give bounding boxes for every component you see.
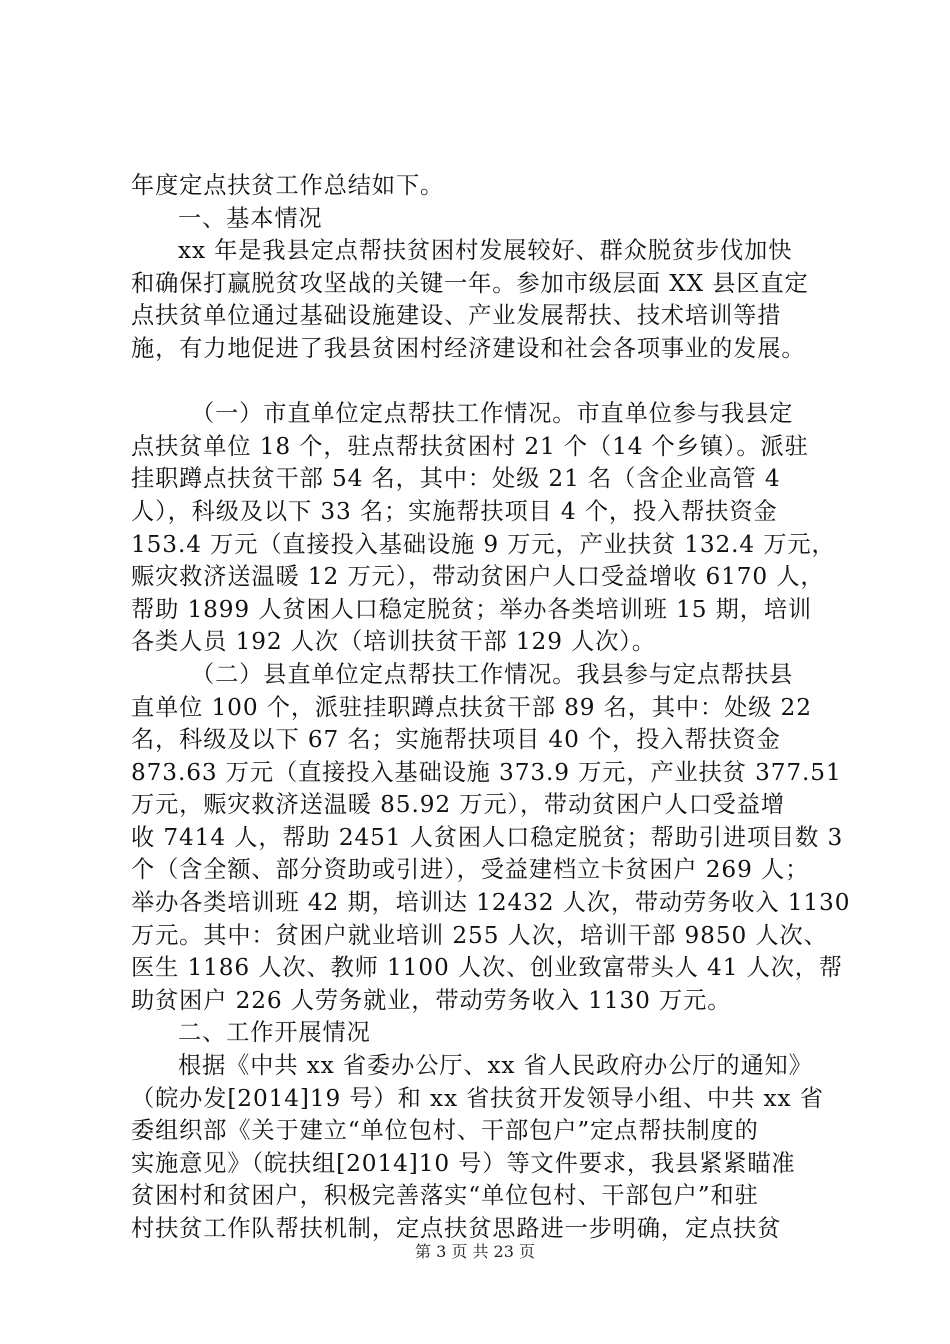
blank-line xyxy=(131,366,831,399)
text-line: 医生 1186 人次、教师 1100 人次、创业致富带头人 41 人次，帮 xyxy=(131,954,843,982)
text-line: 万元。其中：贫困户就业培训 255 人次，培训干部 9850 人次、 xyxy=(131,921,828,949)
document-body xyxy=(131,170,851,1246)
text-line: 施，有力地促进了我县贫困村经济建设和社会各项事业的发展。 xyxy=(131,334,806,362)
text-line: 直单位 100 个，派驻挂职蹲点扶贫干部 89 名，其中：处级 22 xyxy=(131,693,812,721)
section-heading-basic: 一、基本情况 xyxy=(178,204,323,232)
text-line: 873.63 万元（直接投入基础设施 373.9 万元，产业扶贫 377.51 xyxy=(131,758,842,786)
text-line: 和确保打赢脱贫攻坚战的关键一年。参加市级层面 XX 县区直定 xyxy=(131,269,809,297)
text-line: 名，科级及以下 67 名；实施帮扶项目 40 个，投入帮扶资金 xyxy=(131,726,781,754)
text-line: xx 年是我县定点帮扶贫困村发展较好、群众脱贫步伐加快 xyxy=(178,237,793,265)
text-line: 助贫困户 226 人劳务就业，带动劳务收入 1130 万元。 xyxy=(131,986,732,1014)
text-line: 收 7414 人，帮助 2451 人贫困人口稳定脱贫；帮助引进项目数 3 xyxy=(131,823,844,851)
page-number-footer: 第 3 页 共 23 页 xyxy=(415,1242,535,1261)
text-line: 万元，赈灾救济送温暖 85.92 万元），带动贫困户人口受益增 xyxy=(131,791,785,819)
text-line: 人），科级及以下 33 名；实施帮扶项目 4 个，投入帮扶资金 xyxy=(131,497,778,525)
text-line: 举办各类培训班 42 期，培训达 12432 人次，带动劳务收入 1130 xyxy=(131,889,851,917)
section-heading-work: 二、工作开展情况 xyxy=(178,1019,371,1047)
subsection-heading-county: （二）县直单位定点帮扶工作情况。我县参与定点帮扶县 xyxy=(191,660,794,688)
subsection-heading-city: （一）市直单位定点帮扶工作情况。市直单位参与我县定 xyxy=(191,400,794,428)
text-line: 153.4 万元（直接投入基础设施 9 万元，产业扶贫 132.4 万元， xyxy=(131,530,836,558)
text-line: 点扶贫单位通过基础设施建设、产业发展帮扶、技术培训等措 xyxy=(131,302,782,330)
text-line: 实施意见》（皖扶组[2014]10 号）等文件要求，我县紧紧瞄准 xyxy=(131,1149,796,1177)
text-line: 个（含全额、部分资助或引进），受益建档立卡贫困户 269 人； xyxy=(131,856,810,884)
text-line: 村扶贫工作队帮扶机制，定点扶贫思路进一步明确，定点扶贫 xyxy=(131,1215,782,1242)
text-line: 帮助 1899 人贫困人口稳定脱贫；举办各类培训班 15 期，培训 xyxy=(131,595,813,623)
text-line: 贫困村和贫困户，积极完善落实“单位包村、干部包户”和驻 xyxy=(131,1182,759,1210)
text-line: 各类人员 192 人次（培训扶贫干部 129 人次）。 xyxy=(131,628,656,656)
text-line: 根据《中共 xx 省委办公厅、xx 省人民政府办公厅的通知》 xyxy=(178,1052,813,1080)
text-line: 委组织部《关于建立“单位包村、干部包户”定点帮扶制度的 xyxy=(131,1117,759,1145)
text-line: 年度定点扶贫工作总结如下。 xyxy=(131,172,445,199)
text-line: 点扶贫单位 18 个，驻点帮扶贫困村 21 个（14 个乡镇）。派驻 xyxy=(131,432,809,460)
text-line: 挂职蹲点扶贫干部 54 名，其中：处级 21 名（含企业高管 4 xyxy=(131,465,781,493)
text-line: （皖办发[2014]19 号）和 xx 省扶贫开发领导小组、中共 xx 省 xyxy=(131,1084,824,1112)
text-line: 赈灾救济送温暖 12 万元），带动贫困户人口受益增收 6170 人， xyxy=(131,563,825,591)
